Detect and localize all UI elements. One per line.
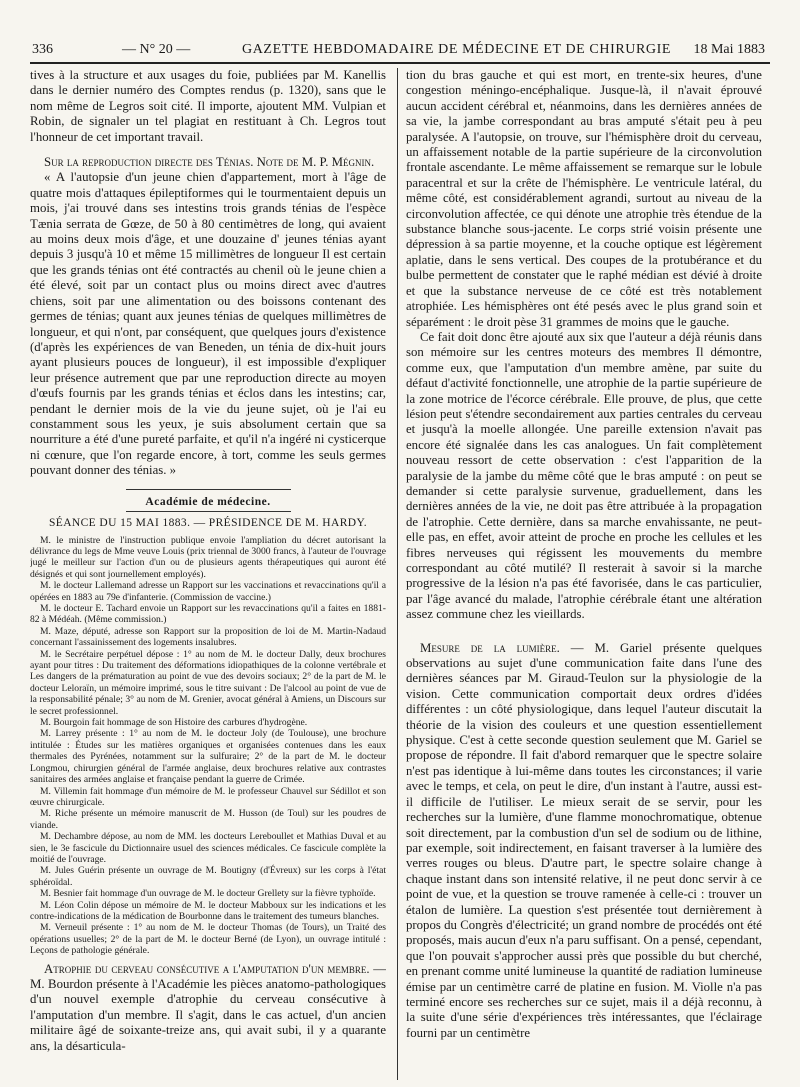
mesure-text: — M. Gariel présente quelques observations au sujet d'une communication faite dans l'une des dernières séances par M. Giraud-Teulon sur la physiologie de la vision. Cette communication comportait deux ordres d'idées différentes : un côté physiologique, dans lequel l'auteur discutait la théorie de la vision des couleurs et une question essentiellement physique. C'est à cette seconde question seulement que M. Gariel se propose de répondre. Il fait d'abord remarquer que le spectre solaire n'est pas identique à lui-même dans toutes les circonstances; il varie avec le temps, et cela, on peut le dire, d'un instant à l'autre, aussi est-il difficile de l'utiliser. Le mieux serait de se servir, pour les recherches sur la lumière, d'une flamme monochromatique, obtenue soit directement, par la combustion d'un sel de sodium ou de lithine, par exemple, soit indirectement, en faisant traverser à la lumière des verres rouges ou bleus. D'autre part, le spectre solaire change à chaque instant dans son intensité relative, il ne peut donc servir à ce point de vue, et la question se trouve ramenée à celle-ci : trouver un étalon de lumière. La question s'est présentée tout dernièrement à propos du Congrès d'électricité; un grand nombre de procédés ont été proposés, mais aucun d'eux n'a paru suffisant. On a pensé, cependant, que l'on pouvait s'approcher aussi près que possible du but cherché, en prenant comme unité lumineuse la quantité de radiation lumineuse émise par un centimètre carré de platine en fusion. M. Violle n'a pas terminé encore ses recherches sur ce sujet, mais il a déjà reconnu, à la suite d'une série d'expériences très intéressantes, que l'éclairage fourni par un centimètre	[406, 640, 762, 1040]
minute-item: M. Besnier fait hommage d'un ouvrage de M. le docteur Grellety sur la fièvre typhoïde.	[40, 888, 376, 900]
mesure-paragraph	[406, 641, 762, 1042]
correspondence-list	[30, 535, 386, 957]
atrophie-heading: Atrophie du cerveau consécutive a l'amputation d'un membre.	[44, 961, 370, 976]
minute-item: M. Riche présente un mémoire manuscrit de M. Husson (de Toul) sur les poudres de viande.	[30, 808, 386, 831]
two-column-body	[30, 68, 770, 1083]
minute-item: M. le Secrétaire perpétuel dépose : 1° au nom de M. le docteur Dally, deux brochures ayant pour titres : Du traitement des déformations idiopathiques de la colonne vertébrale et Les dangers de la prématuration au point de vue des devoirs sociaux; 2° de la part de M. le docteur Leloraïn, un mémoire imprimé, sous le titre suivant : De l'alcool au point de vue de la responsabilité pénale; 3° au nom de M. Grenier, avocat général à Amiens, un Discours sur le secret professionnel.	[30, 648, 386, 717]
atrophie-continued: tion du bras gauche et qui est mort, en trente-six heures, d'une congestion méningo-encéphalique. Jusque-là, il n'avait éprouvé aucun accident cérébral et, néanmoins, dans les dernières années de sa vie, la jambe correspondant au bras amputé s'était peu à peu paralysée. A l'autopsie, on trouve, sur l'hémisphère droit du cerveau, un affaissement notable de la partie supérieure de la circonvolution frontale ascendante. Le même affaissement se remarque sur le lobule paracentral et sur la crête de l'hémisphère. Le ventricule latéral, du même côté, est considérablement agrandi, surtout au niveau de la circonvolution affectée, ce qui dénote une atrophie très étendue de la substance blanche sous-jacente. Le corps strié voisin présente une dépression à sa partie moyenne, et la couche optique est légèrement aplatie, dans le sens vertical. Des coupes de la protubérance et du bulbe permettent de constater que le raphé médian est dévié à droite et que la substance nerveuse de ce côté est très notablement atrophiée. Les hémisphères ont été pesés avec le plus grand soin et séparément : le droit pèse 31 grammes de moins que le gauche.	[406, 68, 762, 329]
tenias-note: « A l'autopsie d'un jeune chien d'appartement, mort à l'âge de quatre mois d'attaques épileptiformes qui le tourmentaient depuis un mois, j'ai trouvé dans ses intestins trois grands ténias de l'espèce Tænia serrata de Gœze, de 50 à 80 centimètres de long, qui avaient au moins deux mois d'âge, et une douzaine d' jeunes ténias ayant depuis 3 jusqu'à 10 et même 15 millimètres de longueur Il est certain que les grands ténias ont été contractés au chenil où le jeune chien a été élevé, soit par un contact plus ou moins direct avec d'autres chiens, soit par une alimentation ou des boissons contenant des germes de ténias; quant aux jeunes ténias de quelques millimètres de longueur, et qui n'ont, par conséquent, que quelques jours d'existence (d'après les expériences de van Beneden, un ténia de dix-huit jours ayant plusieurs pouces de longueur), il est impossible d'expliquer leur présence autrement que par une reproduction directe au moyen d'œufs fournis par les grands ténias et éclos dans les intestins; car, pendant le dernier mois de la vie du jeune sujet, où je l'ai eu constamment sous les yeux, je suis absolument certain que sa nourriture a été d'une pureté parfaite, et qu'il n'a ingéré ni cysticerque ni cœnure, que l'on regarde encore, à tort, comme les seuls germes pouvant donner des ténias. »	[30, 170, 386, 478]
section-rule	[126, 489, 291, 490]
atrophie-conclusion: Ce fait doit donc être ajouté aux six que l'auteur a déjà réunis dans son mémoire sur les centres moteurs des membres Il démontre, comme eux, que l'amputation d'un membre amène, par suite du défaut d'activité fonctionnelle, une atrophie de la partie supérieure de la zone motrice de l'écorce cérébrale. Elle prouve, de plus, que cette lésion peut s'étendre secondairement aux parties centrales du cerveau et jusqu'à la moelle allongée. Une pareille extension n'avait pas encore été signalée dans les cas analogues. Un fait complètement nouveau ressort de cette observation : c'est l'apparition de la paralysie de la jambe du même côté que le bras amputé : on peut se demander si cette paralysie survenue, graduellement, dans les dernières années de la vie, ne doit pas être attribuée à la propagation de l'atrophie. Cette dernière, dans sa marche envahissante, ne peut-elle pas, en effet, avoir atteint de proche en proche les cellules et les fibres nerveuses qui régissent les mouvements du membre correspondant au côté mutilé? Il resterait à savoir si la marche progressive de la lésion n'a pas été favorisée, dans le cas particulier, par l'âge avancé du malade, l'atrophie cérébrale étant une altération assez commune chez les vieillards.	[406, 329, 762, 622]
right-column	[406, 68, 762, 1080]
minute-item: M. Larrey présente : 1° au nom de M. le docteur Joly (de Toulouse), une brochure intitulée : Études sur les matières organiques et organisées contenues dans les eaux thermales des Pyrénées, notamment sur la sulfuraire; 2° de la part de M. le docteur Longmou, chirurgien général de l'armée anglaise, deux brochures relative aux contrastes sanitaires des armées anglaise et française pendant la guerre de Crimée.	[30, 728, 386, 786]
header-rule	[30, 62, 770, 64]
plagiarism-paragraph: tives à la structure et aux usages du foie, publiées par M. Kanellis dans le dernier numéro des Comptes rendus (p. 1320), sans que le nom même de Legros soit cité. Il importe, ajoutent MM. Vulpian et Robin, de signaler un tel plagiat en restituant à Ch. Legros tout l'honneur de cet important travail.	[30, 68, 386, 144]
journal-title: GAZETTE HEBDOMADAIRE DE MÉDECINE ET DE CHIRURGIE	[242, 42, 672, 57]
page-number: 336	[32, 42, 53, 57]
atrophie-text: — M. Bourdon présente à l'Académie les pièces anatomo-pathologiques d'un nouvel exemple d'atrophie du cerveau consécutive à l'amputation d'un membre. Il s'agit, dans le cas actuel, d'un ancien militaire âgé de soixante-treize ans, qui avait subi, il y a quarante ans, la désarticula-	[30, 961, 386, 1053]
left-column	[30, 68, 386, 1080]
minute-item: M. Jules Guérin présente un ouvrage de M. Boutigny (d'Évreux) sur les corps à l'état sphéroïdal.	[30, 865, 386, 888]
minute-item: M. Léon Colin dépose un mémoire de M. le docteur Mabboux sur les indications et les contre-indications de la médication de Bourbonne dans le traitement des tumeurs blanches.	[30, 899, 386, 922]
minute-item: M. Bourgoin fait hommage de son Histoire des carbures d'hydrogène.	[40, 717, 308, 729]
minute-item: M. le docteur Lallemand adresse un Rapport sur les vaccinations et revaccinations qu'il a opérées en 1883 au 79e d'infanterie. (Commission de vaccine.)	[30, 580, 386, 603]
minute-item: M. Dechambre dépose, au nom de MM. les docteurs Lereboullet et Mathias Duval et au sien, le 3e fascicule du Dictionnaire usuel des sciences médicales. Ce fascicule complète la moitié de l'ouvrage.	[30, 831, 386, 865]
minute-item: M. Verneuil présente : 1° au nom de M. le docteur Thomas (de Tours), un Traité des opérations usuelles; 2° de la part de M. le docteur Berné (de Lyon), un ouvrage intitulé : Leçons de pathologie générale.	[30, 922, 386, 957]
minute-item: M. Villemin fait hommage d'un mémoire de M. le professeur Chauvel sur Sédillot et son œuvre chirurgicale.	[30, 785, 386, 808]
academy-heading: Académie de médecine.	[145, 495, 271, 508]
issue-number: — N° 20 —	[122, 42, 191, 57]
section-rule	[126, 511, 291, 512]
tenias-heading: Sur la reproduction directe des Ténias. Note de M. P. Mégnin.	[44, 155, 375, 170]
minute-item: M. le docteur E. Tachard envoie un Rapport sur les revaccinations qu'il a faites en 1881-82 à Médéah. (Même commission.)	[30, 603, 386, 626]
minute-item: M. le ministre de l'instruction publique envoie l'ampliation du décret autorisant la délivrance du legs de Mme veuve Louis (prix triennal de 3000 francs, à l'auteur de l'ouvrage jugé le meilleur sur l'action d'un ou de plusieurs agents thérapeutiques qui auront été désignés et qui sont journellement employés).	[30, 534, 386, 580]
issue-date: 18 Mai 1883	[693, 42, 765, 57]
minute-item: M. Maze, député, adresse son Rapport sur la proposition de loi de M. Martin-Nadaud concernant l'assainissement des logements insalubres.	[30, 625, 386, 649]
seance-line: SÉANCE DU 15 MAI 1883. — PRÉSIDENCE DE M. HARDY.	[48, 516, 367, 529]
column-divider	[397, 68, 398, 1080]
mesure-heading: Mesure de la lumière.	[420, 640, 560, 655]
atrophie-paragraph	[30, 962, 386, 1054]
running-header	[30, 38, 770, 64]
